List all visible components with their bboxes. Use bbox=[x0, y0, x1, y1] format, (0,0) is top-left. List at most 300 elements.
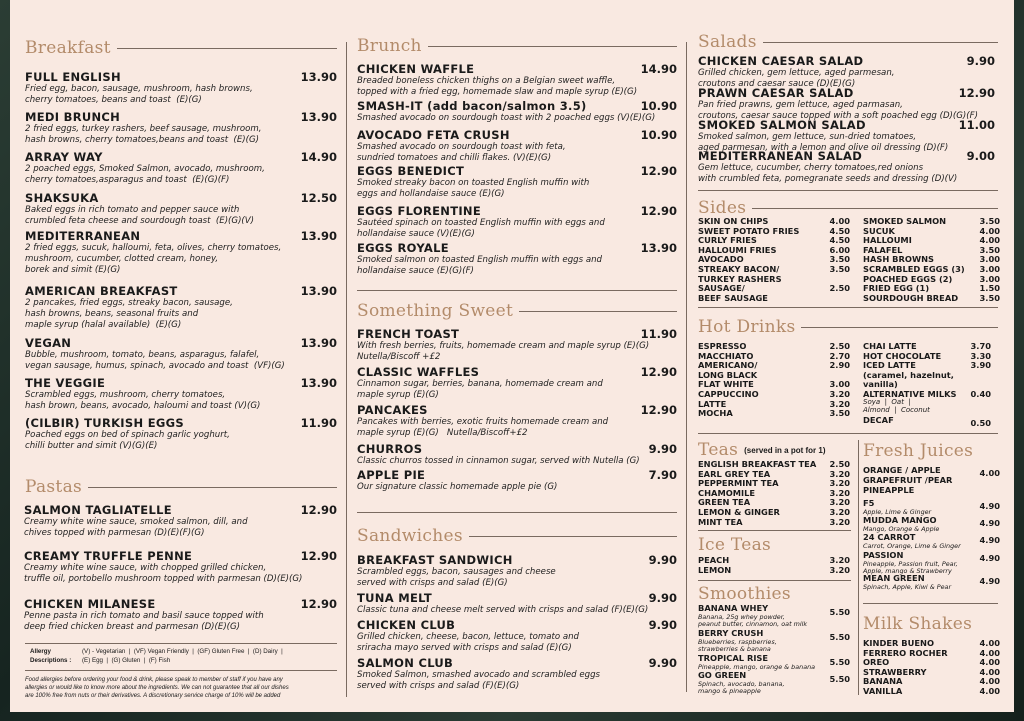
allergy-label: Allergy bbox=[30, 648, 51, 655]
item-name: PASSION bbox=[863, 550, 904, 560]
item-name: CHICKEN MILANESE bbox=[24, 597, 156, 611]
item-price: 4.90 bbox=[979, 576, 1000, 586]
menu-row bbox=[863, 294, 1000, 304]
item-name: AMERICAN BREAKFAST bbox=[25, 284, 178, 298]
section-title: Fresh Juices bbox=[863, 441, 974, 461]
item-description: Smoked streaky bacon on toasted English muffin with eggs and hollandaise sauce (E)(G) bbox=[357, 178, 590, 199]
divider bbox=[698, 580, 851, 581]
smoothies-header bbox=[698, 584, 851, 604]
item-name: CHICKEN CAESAR SALAD bbox=[698, 54, 864, 68]
item-description: Blueberries, raspberries, strawberries & banana bbox=[698, 637, 777, 654]
menu-row bbox=[863, 361, 991, 390]
item-price: 3.00 bbox=[829, 379, 850, 390]
menu-row bbox=[698, 566, 850, 576]
divider bbox=[698, 190, 998, 191]
menu-item bbox=[25, 150, 337, 186]
column-divider bbox=[686, 42, 687, 692]
item-description: Grilled chicken, cheese, bacon, lettuce, tomato and sriracha mayo served with crisps and salad (E)(G) bbox=[357, 632, 580, 653]
item-description: Smashed avocado on sourdough toast with 2 poached eggs (V)(E)(G) bbox=[357, 113, 656, 123]
item-description: Our signature classic homemade apple pie (G) bbox=[357, 482, 558, 492]
menu-item bbox=[25, 416, 337, 452]
item-name: VEGAN bbox=[25, 336, 72, 350]
item-description: Bubble, mushroom, tomato, beans, asparagus, falafel, vegan sausage, humus, spinach, avocado and toast (VF)(G) bbox=[25, 350, 285, 371]
item-price: 4.00 bbox=[979, 638, 1000, 648]
menu-item bbox=[357, 442, 677, 467]
menu-item bbox=[357, 553, 677, 589]
item-name: POACHED EGGS (2) bbox=[863, 273, 953, 284]
item-price: 2.50 bbox=[829, 341, 850, 351]
menu-row bbox=[698, 518, 850, 528]
teas-header bbox=[698, 440, 851, 460]
item-name: PEPPERMINT TEA bbox=[698, 478, 779, 489]
item-price: 12.90 bbox=[640, 204, 677, 218]
menu-row bbox=[698, 409, 850, 419]
item-price: 6.00 bbox=[829, 244, 850, 255]
item-name: CHAMOMILE bbox=[698, 487, 756, 498]
item-description: Poached eggs on bed of spinach garlic yoghurt, chilli butter and simit (V)(G)(E) bbox=[25, 430, 230, 451]
section-title: Teas bbox=[698, 440, 739, 460]
section-title: Ice Teas bbox=[698, 535, 772, 555]
milk-options: Soya | Oat | Almond | Coconut bbox=[863, 398, 930, 414]
item-price: 14.90 bbox=[640, 62, 677, 76]
item-name: GREEN TEA bbox=[698, 497, 751, 508]
item-name: SALMON CLUB bbox=[357, 656, 454, 670]
menu-item bbox=[357, 365, 677, 401]
menu-item bbox=[357, 241, 677, 277]
menu-item bbox=[863, 516, 1000, 533]
item-name: PRAWN CAESAR SALAD bbox=[698, 86, 854, 100]
menu-item bbox=[357, 164, 677, 200]
item-name: BREAKFAST SANDWICH bbox=[357, 553, 513, 567]
menu-row bbox=[698, 284, 850, 303]
item-price: 4.00 bbox=[979, 225, 1000, 236]
item-description: Banana, 25g whey powder, peanut butter, cinnamon, oat milk bbox=[698, 612, 808, 629]
item-price: 5.50 bbox=[829, 657, 850, 667]
item-name: CLASSIC WAFFLES bbox=[357, 365, 480, 379]
item-price: 13.90 bbox=[300, 336, 337, 350]
item-price: 4.50 bbox=[829, 225, 850, 236]
item-description: Pineapple, mango, orange & banana bbox=[698, 662, 816, 671]
item-name: EGGS ROYALE bbox=[357, 241, 449, 255]
item-price: 12.90 bbox=[958, 86, 995, 100]
item-name: AVOCADO FETA CRUSH bbox=[357, 128, 510, 142]
item-price: 3.50 bbox=[979, 216, 1000, 226]
item-name: LEMON bbox=[698, 564, 732, 575]
item-name: MOCHA bbox=[698, 408, 733, 419]
item-price: 12.90 bbox=[640, 403, 677, 417]
section-title: Breakfast bbox=[25, 38, 111, 58]
menu-row bbox=[698, 361, 850, 380]
menu-item bbox=[25, 229, 337, 276]
column-divider bbox=[858, 440, 859, 695]
item-price: 14.90 bbox=[300, 150, 337, 164]
menu-item bbox=[357, 656, 677, 692]
item-price: 3.20 bbox=[829, 497, 850, 508]
item-name: SMASH-IT (add bacon/salmon 3.5) bbox=[357, 99, 587, 113]
decaf-row bbox=[863, 416, 991, 426]
item-price: 2.90 bbox=[829, 360, 850, 371]
menu-item bbox=[357, 618, 677, 654]
brunch-header bbox=[357, 36, 677, 56]
item-name: CHICKEN WAFFLE bbox=[357, 62, 475, 76]
item-price: 0.50 bbox=[970, 418, 991, 428]
section-title: Hot Drinks bbox=[698, 317, 796, 337]
menu-row bbox=[698, 265, 850, 284]
item-price: 3.50 bbox=[829, 408, 850, 419]
item-name: CURLY FRIES bbox=[698, 235, 757, 246]
item-price: 4.00 bbox=[829, 216, 850, 226]
item-price: 3.00 bbox=[979, 273, 1000, 284]
item-price: 9.90 bbox=[648, 656, 677, 670]
menu-item bbox=[24, 549, 337, 585]
item-price: 4.90 bbox=[979, 535, 1000, 545]
item-price: 3.20 bbox=[829, 555, 850, 565]
item-name: SUCUK bbox=[863, 225, 895, 236]
item-description: Penne pasta in rich tomato and basil sauce topped with deep fried chicken breast and parmesan (D)(E)(G) bbox=[24, 611, 264, 632]
item-name: MACCHIATO bbox=[698, 350, 754, 361]
item-name: ESPRESSO bbox=[698, 341, 747, 351]
item-description: Apple, Lime & Ginger bbox=[863, 507, 932, 516]
item-price: 5.50 bbox=[829, 632, 850, 642]
item-name: STRAWBERRY bbox=[863, 666, 927, 677]
item-price: 9.90 bbox=[648, 442, 677, 456]
menu-item bbox=[698, 654, 850, 671]
item-description: Scrambled eggs, bacon, sausages and cheese served with crisps and salad (E)(G) bbox=[357, 567, 556, 588]
pastas-header bbox=[25, 477, 337, 497]
item-price: 3.20 bbox=[829, 516, 850, 527]
item-price: 1.50 bbox=[979, 283, 1000, 294]
sides-header bbox=[698, 198, 998, 218]
item-name: SMOKED SALMON SALAD bbox=[698, 118, 866, 132]
item-name: CAPPUCCINO bbox=[698, 389, 759, 399]
item-price: 13.90 bbox=[640, 241, 677, 255]
item-name: TUNA MELT bbox=[357, 591, 432, 605]
item-name: FULL ENGLISH bbox=[25, 70, 121, 84]
item-name: MEDITERRANEAN SALAD bbox=[698, 149, 863, 163]
menu-item bbox=[698, 629, 850, 654]
item-price: 3.30 bbox=[970, 350, 991, 361]
item-description: Creamy white wine sauce, smoked salmon, dill, and chives topped with parmesan (D)(E)(F)(G) bbox=[24, 517, 248, 538]
item-price: 3.00 bbox=[979, 264, 1000, 274]
menu-item bbox=[25, 191, 337, 227]
item-name: F5 bbox=[863, 498, 875, 508]
menu-item bbox=[25, 110, 337, 146]
menu-item bbox=[357, 62, 677, 98]
item-price: 9.90 bbox=[966, 54, 995, 68]
teas-note: (served in a pot for 1) bbox=[744, 445, 826, 455]
divider bbox=[698, 307, 998, 308]
item-name: CREAMY TRUFFLE PENNE bbox=[24, 549, 193, 563]
column-divider bbox=[346, 42, 347, 697]
allergy-key: (V) - Vegetarian | (VF) Vegan Friendly | (GF) Gluten Free | (D) Dairy | bbox=[82, 648, 283, 655]
item-name: MINT TEA bbox=[698, 516, 743, 527]
item-description: Grilled chicken, gem lettuce, aged parmesan, croutons and caesar sauce (D)(E)(G) bbox=[698, 68, 895, 89]
menu-item bbox=[698, 149, 995, 185]
item-name: PEACH bbox=[698, 555, 730, 565]
section-title: Brunch bbox=[357, 36, 422, 56]
item-name: FLAT WHITE bbox=[698, 379, 754, 390]
item-name: STREAKY BACON/ TURKEY RASHERS bbox=[698, 264, 782, 284]
item-description: Carrot, Orange, Lime & Ginger bbox=[863, 541, 961, 550]
item-price: 3.90 bbox=[970, 360, 991, 371]
item-price: 4.50 bbox=[829, 235, 850, 246]
menu-item bbox=[863, 533, 1000, 550]
item-price: 13.90 bbox=[300, 376, 337, 390]
item-description: 2 fried eggs, turkey rashers, beef sausage, mushroom, hash browns, cherry tomatoes,beans and toast (E)(G) bbox=[25, 124, 262, 145]
item-name: APPLE PIE bbox=[357, 468, 426, 482]
item-description: Gem lettuce, cucumber, cherry tomatoes,red onions with crumbled feta, pomegranate seeds and dressing (D)(V) bbox=[698, 163, 958, 184]
item-description: Pan fried prawns, gem lettuce, aged parmasan, croutons, caesar sauce topped with a soft poached egg (D)(G)(F) bbox=[698, 100, 978, 121]
sandwiches-header bbox=[357, 526, 677, 546]
item-price: 3.00 bbox=[979, 254, 1000, 265]
item-description: Smoked Salmon, smashed avocado and scrambled eggs served with crisps and salad (F)(E)(G) bbox=[357, 670, 601, 691]
menu-item bbox=[357, 204, 677, 240]
divider bbox=[357, 290, 677, 291]
item-description: Baked eggs in rich tomato and pepper sauce with crumbled feta cheese and sourdough toast (E)(G)(V) bbox=[25, 205, 255, 226]
item-price: 12.90 bbox=[300, 503, 337, 517]
item-price: 13.90 bbox=[300, 284, 337, 298]
menu-item bbox=[698, 54, 995, 90]
item-name: CHURROS bbox=[357, 442, 423, 456]
section-title: Sandwiches bbox=[357, 526, 463, 546]
item-price: 3.20 bbox=[829, 468, 850, 479]
item-price: 11.00 bbox=[958, 118, 995, 132]
item-price: 3.20 bbox=[829, 478, 850, 489]
item-name: ENGLISH BREAKFAST TEA bbox=[698, 459, 817, 469]
menu-item bbox=[25, 70, 337, 106]
salads-header bbox=[698, 32, 998, 52]
item-name: FALAFEL bbox=[863, 244, 903, 255]
item-name: ICED LATTE (caramel, hazelnut, vanilla) bbox=[863, 360, 954, 390]
footer-note: Food allergies before ordering your food & drink, please speak to member of staff if you have any allergies or would like to know more about the ingredients. We can not guarantee that all our dishes are 100% free from nuts or their derivatives. A discretionary service charge of 10% will be added bbox=[25, 677, 289, 699]
item-name: AMERICANO/ LONG BLACK bbox=[698, 360, 758, 380]
item-name: EGGS FLORENTINE bbox=[357, 204, 482, 218]
menu-item bbox=[863, 551, 1000, 576]
menu-item bbox=[24, 503, 337, 539]
juices-header bbox=[863, 441, 998, 461]
item-name: KINDER BUENO bbox=[863, 638, 935, 648]
menu-item bbox=[863, 466, 1000, 495]
shakes-header bbox=[863, 614, 998, 634]
item-name: AVOCADO bbox=[698, 254, 744, 265]
item-price: 9.90 bbox=[648, 618, 677, 632]
item-price: 13.90 bbox=[300, 70, 337, 84]
item-price: 12.90 bbox=[300, 549, 337, 563]
item-name: PANCAKES bbox=[357, 403, 428, 417]
item-price: 3.20 bbox=[829, 564, 850, 575]
item-name: HALLOUMI FRIES bbox=[698, 244, 777, 255]
divider bbox=[25, 643, 337, 644]
item-description: Fried egg, bacon, sausage, mushroom, hash browns, cherry tomatoes, beans and toast (E)(G) bbox=[25, 84, 253, 105]
item-price: 9.00 bbox=[966, 149, 995, 163]
item-name: SALMON TAGLIATELLE bbox=[24, 503, 172, 517]
item-name: SKIN ON CHIPS bbox=[698, 216, 769, 226]
menu-item bbox=[357, 591, 677, 616]
item-name: EARL GREY TEA bbox=[698, 468, 771, 479]
item-price: 12.90 bbox=[300, 597, 337, 611]
item-name: SHAKSUKA bbox=[25, 191, 99, 205]
item-name: CHAI LATTE bbox=[863, 341, 917, 351]
menu-item bbox=[357, 99, 677, 124]
menu-item bbox=[698, 604, 850, 629]
item-price: 4.00 bbox=[979, 647, 1000, 658]
item-name: TROPICAL RISE bbox=[698, 653, 769, 663]
item-price: 3.20 bbox=[829, 389, 850, 399]
item-description: Breaded boneless chicken thighs on a Belgian sweet waffle, topped with a fried egg, homemade slaw and maple syrup (E)(G) bbox=[357, 76, 638, 97]
item-name: SMOKED SALMON bbox=[863, 216, 947, 226]
item-description: Spinach, avocado, banana, mango & pineapple bbox=[698, 679, 785, 696]
item-price: 3.20 bbox=[829, 507, 850, 517]
item-name: FERRERO ROCHER bbox=[863, 647, 948, 658]
item-price: 7.90 bbox=[648, 468, 677, 482]
item-name: SAUSAGE/ BEEF SAUSAGE bbox=[698, 283, 768, 303]
item-name: BANANA bbox=[863, 676, 903, 687]
item-name: HASH BROWNS bbox=[863, 254, 935, 265]
item-name: MEAN GREEN bbox=[863, 573, 925, 583]
item-name: GO GREEN bbox=[698, 670, 747, 680]
item-price: 4.00 bbox=[979, 676, 1000, 687]
item-name: ARRAY WAY bbox=[25, 150, 103, 164]
menu-item bbox=[25, 336, 337, 372]
divider bbox=[698, 530, 851, 531]
item-name: LEMON & GINGER bbox=[698, 507, 780, 517]
item-description: 2 pancakes, fried eggs, streaky bacon, sausage, hash browns, beans, seasonal fruits and maple syrup (halal available) (E)(G) bbox=[25, 298, 233, 330]
item-description: Pancakes with berries, exotic fruits homemade cream and maple syrup (E)(G) Nutella/Biscoff+£2 bbox=[357, 417, 609, 438]
item-price: 3.70 bbox=[970, 341, 991, 351]
item-price: 3.50 bbox=[979, 244, 1000, 255]
menu-page bbox=[10, 0, 1014, 712]
divider bbox=[357, 512, 677, 513]
item-price: 3.20 bbox=[829, 487, 850, 498]
item-price: 11.90 bbox=[640, 327, 677, 341]
item-price: 13.90 bbox=[300, 110, 337, 124]
item-price: 10.90 bbox=[640, 128, 677, 142]
item-name: THE VEGGIE bbox=[25, 376, 106, 390]
item-price: 4.00 bbox=[979, 657, 1000, 668]
item-price: 3.50 bbox=[979, 292, 1000, 303]
menu-item bbox=[698, 86, 995, 122]
item-price: 2.70 bbox=[829, 350, 850, 361]
item-name: BANANA WHEY bbox=[698, 603, 769, 613]
item-price: 4.00 bbox=[979, 468, 1000, 478]
section-title: Smoothies bbox=[698, 584, 791, 604]
item-name: ALTERNATIVE MILKS bbox=[863, 389, 957, 399]
item-price: 11.90 bbox=[300, 416, 337, 430]
item-name: MUDDA MANGO bbox=[863, 515, 937, 525]
item-price: 13.90 bbox=[300, 229, 337, 243]
item-price: 4.00 bbox=[979, 666, 1000, 677]
item-price: 2.50 bbox=[829, 283, 850, 294]
item-name: VANILLA bbox=[863, 686, 903, 696]
item-name: SCRAMBLED EGGS (3) bbox=[863, 264, 965, 274]
divider bbox=[698, 433, 998, 434]
menu-item bbox=[24, 597, 337, 633]
item-description: 2 poached eggs, Smoked Salmon, avocado, mushroom, cherry tomatoes,asparagus and toast (E)(G)(F) bbox=[25, 164, 265, 185]
section-title: Sides bbox=[698, 198, 747, 218]
item-name: MEDITERRANEAN bbox=[25, 229, 141, 243]
item-price: 4.00 bbox=[979, 235, 1000, 246]
item-description: Classic tuna and cheese melt served with crisps and salad (F)(E)(G) bbox=[357, 605, 649, 615]
item-name: BERRY CRUSH bbox=[698, 628, 764, 638]
item-description: Smoked salmon on toasted English muffin with eggs and hollandaise sauce (E)(G)(F) bbox=[357, 255, 603, 276]
item-description: Smoked salmon, gem lettuce, sun-dried tomatoes, aged parmesan, with a lemon and olive oil dressing (D)(F) bbox=[698, 132, 949, 153]
menu-item bbox=[698, 671, 850, 696]
item-name: (CILBIR) TURKISH EGGS bbox=[25, 416, 184, 430]
item-description: With fresh berries, fruits, homemade cream and maple syrup (E)(G) Nutella/Biscoff +£2 bbox=[357, 341, 650, 362]
item-name: OREO bbox=[863, 657, 890, 668]
item-price: 12.90 bbox=[640, 164, 677, 178]
item-price: 12.50 bbox=[300, 191, 337, 205]
icetea-header bbox=[698, 535, 851, 555]
item-price: 4.90 bbox=[979, 501, 1000, 511]
menu-row bbox=[863, 687, 1000, 697]
item-description: Pineapple, Passion fruit, Pear, Apple, mango & Strawberry bbox=[863, 559, 958, 576]
menu-item bbox=[357, 327, 677, 363]
item-price: 3.50 bbox=[829, 254, 850, 265]
item-price: 10.90 bbox=[640, 99, 677, 113]
allergy-label: Descriptions : bbox=[30, 657, 72, 664]
item-price: 3.50 bbox=[829, 264, 850, 274]
divider bbox=[863, 603, 998, 604]
menu-item bbox=[863, 574, 1000, 591]
hotdrinks-header bbox=[698, 317, 998, 337]
item-name: LATTE bbox=[698, 398, 727, 409]
item-price: 12.90 bbox=[640, 365, 677, 379]
item-name: MEDI BRUNCH bbox=[25, 110, 121, 124]
sweet-header bbox=[357, 301, 677, 321]
divider bbox=[25, 670, 337, 671]
allergy-key: (E) Egg | (G) Gluten | (F) Fish bbox=[82, 657, 171, 664]
item-name: EGGS BENEDICT bbox=[357, 164, 465, 178]
item-description: Classic churros tossed in cinnamon sugar, served with Nutella (G) bbox=[357, 456, 640, 466]
menu-item bbox=[25, 284, 337, 331]
item-description: 2 fried eggs, sucuk, halloumi, feta, olives, cherry tomatoes, mushroom, cucumber, clotted cream, honey, borek and simit (E)(G) bbox=[25, 243, 282, 275]
item-description: Sautéed spinach on toasted English muffin with eggs and hollandaise sauce (V)(E)(G) bbox=[357, 218, 605, 239]
item-name: SOURDOUGH BREAD bbox=[863, 292, 959, 303]
item-description: Creamy white wine sauce, with chopped grilled chicken, truffle oil, portobello mushroom topped with parmesan (D)(E)(G) bbox=[24, 563, 303, 584]
item-name: 24 CARROT bbox=[863, 532, 916, 542]
item-description: Smashed avocado on sourdough toast with feta, sundried tomatoes and chilli flakes. (V)(E)(G) bbox=[357, 142, 566, 163]
section-title: Something Sweet bbox=[357, 301, 514, 321]
item-price: 5.50 bbox=[829, 674, 850, 684]
item-name: ORANGE / APPLE GRAPEFRUIT /PEAR PINEAPPLE bbox=[863, 465, 953, 495]
item-description: Mango, Orange & Apple bbox=[863, 524, 940, 533]
item-price: 5.50 bbox=[829, 607, 850, 617]
menu-item bbox=[25, 376, 337, 412]
item-price: 0.40 bbox=[970, 389, 991, 399]
menu-item bbox=[863, 499, 1000, 516]
item-description: Scrambled eggs, mushroom, cherry tomatoes, hash brown, beans, avocado, haloumi and toast (V)(G) bbox=[25, 390, 261, 411]
item-name: FRENCH TOAST bbox=[357, 327, 460, 341]
item-description: Cinnamon sugar, berries, banana, homemade cream and maple syrup (E)(G) bbox=[357, 379, 603, 400]
breakfast-header bbox=[25, 38, 337, 58]
section-title: Salads bbox=[698, 32, 757, 52]
item-price: 2.50 bbox=[829, 459, 850, 469]
item-price: 4.00 bbox=[979, 686, 1000, 696]
menu-item bbox=[357, 403, 677, 439]
item-name: HOT CHOCOLATE bbox=[863, 350, 942, 361]
item-name: DECAF bbox=[863, 415, 894, 425]
item-name: CHICKEN CLUB bbox=[357, 618, 456, 632]
item-price: 4.90 bbox=[979, 553, 1000, 563]
item-price: 4.90 bbox=[979, 518, 1000, 528]
item-price: 3.20 bbox=[829, 398, 850, 409]
menu-item bbox=[357, 128, 677, 164]
item-description: Spinach, Apple, Kiwi & Pear bbox=[863, 582, 952, 591]
section-title: Milk Shakes bbox=[863, 614, 973, 634]
item-name: HALLOUMI bbox=[863, 235, 912, 246]
item-name: SWEET POTATO FRIES bbox=[698, 225, 800, 236]
